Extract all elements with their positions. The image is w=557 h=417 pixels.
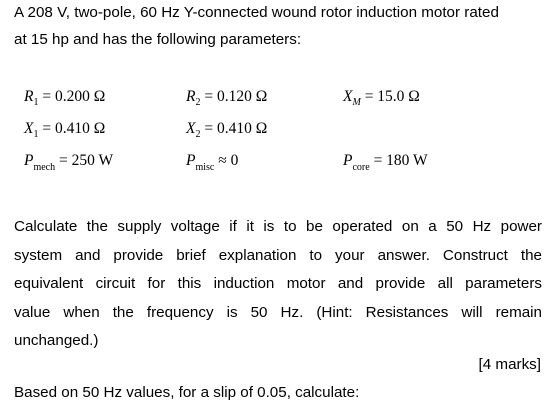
param-r2 xyxy=(186,88,268,108)
param-r1-value: = 0.200 Ω xyxy=(42,88,106,105)
question-line-3: equivalent circuit for this induction motor and provide all parameters xyxy=(14,275,542,292)
intro-line-1: A 208 V, two-pole, 60 Hz Y-connected wound rotor induction motor rated xyxy=(14,4,499,21)
param-pmisc-value: ≈ 0 xyxy=(218,152,239,169)
param-x1 xyxy=(24,120,106,140)
param-pmech-value: = 250 W xyxy=(59,152,114,169)
param-pmisc-symbol: P xyxy=(186,152,196,169)
param-pcore-symbol: P xyxy=(343,152,353,169)
param-pcore-value: = 180 W xyxy=(373,152,428,169)
param-r2-subscript: 2 xyxy=(195,97,201,108)
question-line-2: system and provide brief explanation to your answer. Construct the xyxy=(14,247,542,264)
intro-line-2: at 15 hp and has the following parameters: xyxy=(14,31,302,48)
question-line-5: unchanged.) xyxy=(14,332,99,349)
param-x2-symbol: X xyxy=(186,120,196,137)
param-xm-subscript: M xyxy=(352,97,361,108)
param-xm-symbol: X xyxy=(343,88,353,105)
param-x2-value: = 0.410 Ω xyxy=(204,120,268,137)
param-x2 xyxy=(186,120,268,140)
param-pcore-subscript: core xyxy=(352,162,370,173)
param-x1-symbol: X xyxy=(24,120,34,137)
param-xm-value: = 15.0 Ω xyxy=(364,88,420,105)
question-line-4: value when the frequency is 50 Hz. (Hint: Resistances will remain xyxy=(14,304,542,321)
param-pmech-subscript: mech xyxy=(33,162,56,173)
param-r1 xyxy=(24,88,106,108)
param-r2-symbol: R xyxy=(186,88,196,105)
param-xm xyxy=(343,88,420,108)
param-pmech xyxy=(24,152,114,173)
param-x1-value: = 0.410 Ω xyxy=(42,120,106,137)
marks-label: [4 marks] xyxy=(478,356,541,373)
param-pmisc xyxy=(186,152,239,173)
param-x2-subscript: 2 xyxy=(195,129,201,140)
param-pmisc-subscript: misc xyxy=(195,162,215,173)
param-pcore xyxy=(343,152,428,173)
followup-text: Based on 50 Hz values, for a slip of 0.05, calculate: xyxy=(14,384,360,401)
param-r1-subscript: 1 xyxy=(33,97,39,108)
param-r2-value: = 0.120 Ω xyxy=(204,88,268,105)
param-x1-subscript: 1 xyxy=(33,129,39,140)
question-line-1: Calculate the supply voltage if it is to be operated on a 50 Hz power xyxy=(14,218,542,235)
param-pmech-symbol: P xyxy=(24,152,34,169)
param-r1-symbol: R xyxy=(24,88,34,105)
